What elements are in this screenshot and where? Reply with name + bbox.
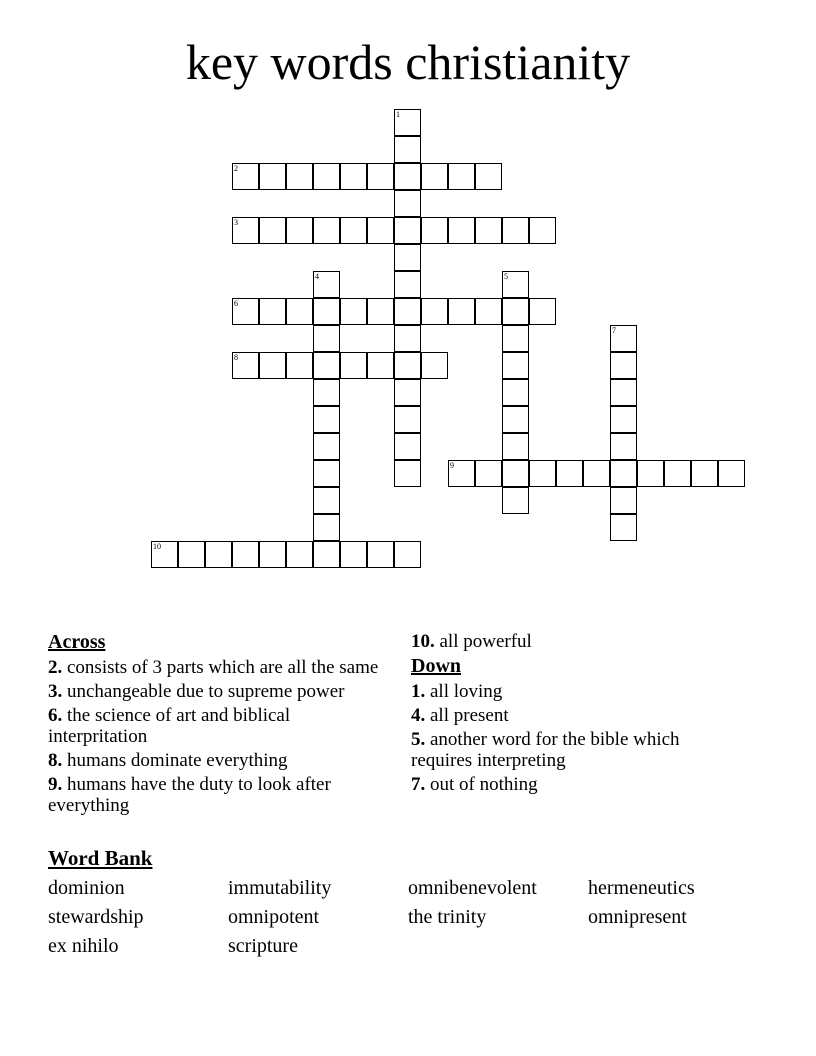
grid-cell[interactable] <box>502 379 529 406</box>
grid-cell[interactable] <box>421 352 448 379</box>
grid-cell[interactable] <box>394 541 421 568</box>
grid-cell[interactable] <box>394 217 421 244</box>
across-heading: Across <box>48 631 106 653</box>
grid-cell[interactable] <box>421 217 448 244</box>
grid-cell[interactable] <box>502 271 529 298</box>
grid-cell[interactable] <box>313 163 340 190</box>
grid-cell[interactable] <box>610 352 637 379</box>
grid-cell[interactable] <box>502 460 529 487</box>
grid-cell[interactable] <box>286 298 313 325</box>
grid-cell[interactable] <box>313 379 340 406</box>
grid-cell[interactable] <box>313 433 340 460</box>
down-clues-column <box>411 631 741 798</box>
clue-across-6: 6. the science of art and biblical interpritation <box>48 705 291 747</box>
grid-cell[interactable] <box>340 541 367 568</box>
clue-down-1: 1. all loving <box>411 681 503 702</box>
word-bank <box>48 846 768 961</box>
grid-cell[interactable] <box>205 541 232 568</box>
grid-cell[interactable] <box>610 406 637 433</box>
grid-cell[interactable] <box>610 379 637 406</box>
grid-cell[interactable] <box>259 352 286 379</box>
grid-cell[interactable] <box>286 217 313 244</box>
grid-cell[interactable] <box>448 460 475 487</box>
grid-cell[interactable] <box>394 244 421 271</box>
grid-cell[interactable] <box>421 298 448 325</box>
grid-cell[interactable] <box>313 406 340 433</box>
grid-cell[interactable] <box>367 352 394 379</box>
grid-cell[interactable] <box>502 433 529 460</box>
grid-cell[interactable] <box>151 541 178 568</box>
grid-cell[interactable] <box>313 298 340 325</box>
grid-cell[interactable] <box>259 217 286 244</box>
grid-cell[interactable] <box>448 163 475 190</box>
cell-number: 1 <box>396 110 400 119</box>
grid-cell[interactable] <box>502 217 529 244</box>
grid-cell[interactable] <box>286 352 313 379</box>
grid-cell[interactable] <box>475 217 502 244</box>
grid-cell[interactable] <box>313 460 340 487</box>
grid-cell[interactable] <box>232 163 259 190</box>
cell-number: 3 <box>234 218 238 227</box>
grid-cell[interactable] <box>475 298 502 325</box>
grid-cell[interactable] <box>475 163 502 190</box>
grid-cell[interactable] <box>286 163 313 190</box>
grid-cell[interactable] <box>529 217 556 244</box>
clue-down-7: 7. out of nothing <box>411 774 538 795</box>
grid-cell[interactable] <box>421 163 448 190</box>
clue-down-4: 4. all present <box>411 705 509 726</box>
grid-cell[interactable] <box>502 325 529 352</box>
grid-cell[interactable] <box>610 433 637 460</box>
word-bank-item: ex nihilo <box>48 935 119 957</box>
grid-cell[interactable] <box>448 217 475 244</box>
grid-cell[interactable] <box>502 298 529 325</box>
grid-cell[interactable] <box>475 460 502 487</box>
word-bank-item: scripture <box>228 935 298 957</box>
grid-cell[interactable] <box>394 460 421 487</box>
grid-cell[interactable] <box>313 217 340 244</box>
grid-cell[interactable] <box>556 460 583 487</box>
word-bank-heading: Word Bank <box>48 846 153 870</box>
clue-down-5: 5. another word for the bible which requires interpreting <box>411 729 680 771</box>
grid-cell[interactable] <box>610 325 637 352</box>
grid-cell[interactable] <box>259 298 286 325</box>
grid-cell[interactable] <box>718 460 745 487</box>
grid-cell[interactable] <box>259 163 286 190</box>
cell-number: 8 <box>234 353 238 362</box>
grid-cell[interactable] <box>259 541 286 568</box>
grid-cell[interactable] <box>394 271 421 298</box>
grid-cell[interactable] <box>448 298 475 325</box>
word-bank-item: hermeneutics <box>588 877 695 899</box>
word-bank-item: omnipresent <box>588 906 687 928</box>
grid-cell[interactable] <box>313 487 340 514</box>
grid-cell[interactable] <box>637 460 664 487</box>
grid-cell[interactable] <box>394 433 421 460</box>
cell-number: 2 <box>234 164 238 173</box>
grid-cell[interactable] <box>232 541 259 568</box>
grid-cell[interactable] <box>502 406 529 433</box>
grid-cell[interactable] <box>340 217 367 244</box>
grid-cell[interactable] <box>313 325 340 352</box>
across-clues <box>48 631 388 819</box>
word-bank-item: omnipotent <box>228 906 320 928</box>
grid-cell[interactable] <box>610 460 637 487</box>
grid-cell[interactable] <box>232 352 259 379</box>
grid-cell[interactable] <box>340 352 367 379</box>
grid-cell[interactable] <box>691 460 718 487</box>
puzzle-title: key words christianity <box>185 34 631 90</box>
grid-cell[interactable] <box>583 460 610 487</box>
grid-cell[interactable] <box>178 541 205 568</box>
cell-number: 6 <box>234 299 238 308</box>
word-bank-item: the trinity <box>408 906 487 928</box>
grid-cell[interactable] <box>502 352 529 379</box>
grid-cell[interactable] <box>502 487 529 514</box>
word-bank-item: stewardship <box>48 906 144 928</box>
grid-cell[interactable] <box>394 379 421 406</box>
grid-cell[interactable] <box>610 514 637 541</box>
word-bank-item: omnibenevolent <box>408 877 537 899</box>
grid-cell[interactable] <box>394 136 421 163</box>
word-bank-item: immutability <box>228 877 332 899</box>
grid-cell[interactable] <box>367 217 394 244</box>
clue-across-8: 8. humans dominate everything <box>48 750 288 771</box>
grid-cell[interactable] <box>313 271 340 298</box>
grid-cell[interactable] <box>340 298 367 325</box>
grid-cell[interactable] <box>313 352 340 379</box>
grid-cell[interactable] <box>529 460 556 487</box>
grid-cell[interactable] <box>394 163 421 190</box>
grid-cell[interactable] <box>610 487 637 514</box>
grid-cell[interactable] <box>394 406 421 433</box>
clue-across-3: 3. unchangeable due to supreme power <box>48 681 345 702</box>
cell-number: 7 <box>612 326 616 335</box>
grid-cell[interactable] <box>664 460 691 487</box>
grid-cell[interactable] <box>367 541 394 568</box>
grid-cell[interactable] <box>232 217 259 244</box>
cell-number: 5 <box>504 272 508 281</box>
cell-number: 10 <box>153 542 161 551</box>
word-bank-list <box>48 874 768 961</box>
grid-cell[interactable] <box>394 190 421 217</box>
grid-cell[interactable] <box>394 109 421 136</box>
grid-cell[interactable] <box>529 298 556 325</box>
grid-cell[interactable] <box>340 163 367 190</box>
grid-cell[interactable] <box>394 298 421 325</box>
grid-cell[interactable] <box>286 541 313 568</box>
clue-across-2: 2. consists of 3 parts which are all the same <box>48 657 379 678</box>
grid-cell[interactable] <box>394 325 421 352</box>
cell-number: 4 <box>315 272 319 281</box>
grid-cell[interactable] <box>367 163 394 190</box>
clue-across-9: 9. humans have the duty to look after everything <box>48 774 331 816</box>
grid-cell[interactable] <box>313 514 340 541</box>
cell-number: 9 <box>450 461 454 470</box>
down-heading: Down <box>411 655 462 677</box>
grid-cell[interactable] <box>232 298 259 325</box>
word-bank-item: dominion <box>48 877 125 899</box>
grid-cell[interactable] <box>367 298 394 325</box>
grid-cell[interactable] <box>313 541 340 568</box>
grid-cell[interactable] <box>394 352 421 379</box>
clue-across-10: 10. all powerful <box>411 631 532 652</box>
